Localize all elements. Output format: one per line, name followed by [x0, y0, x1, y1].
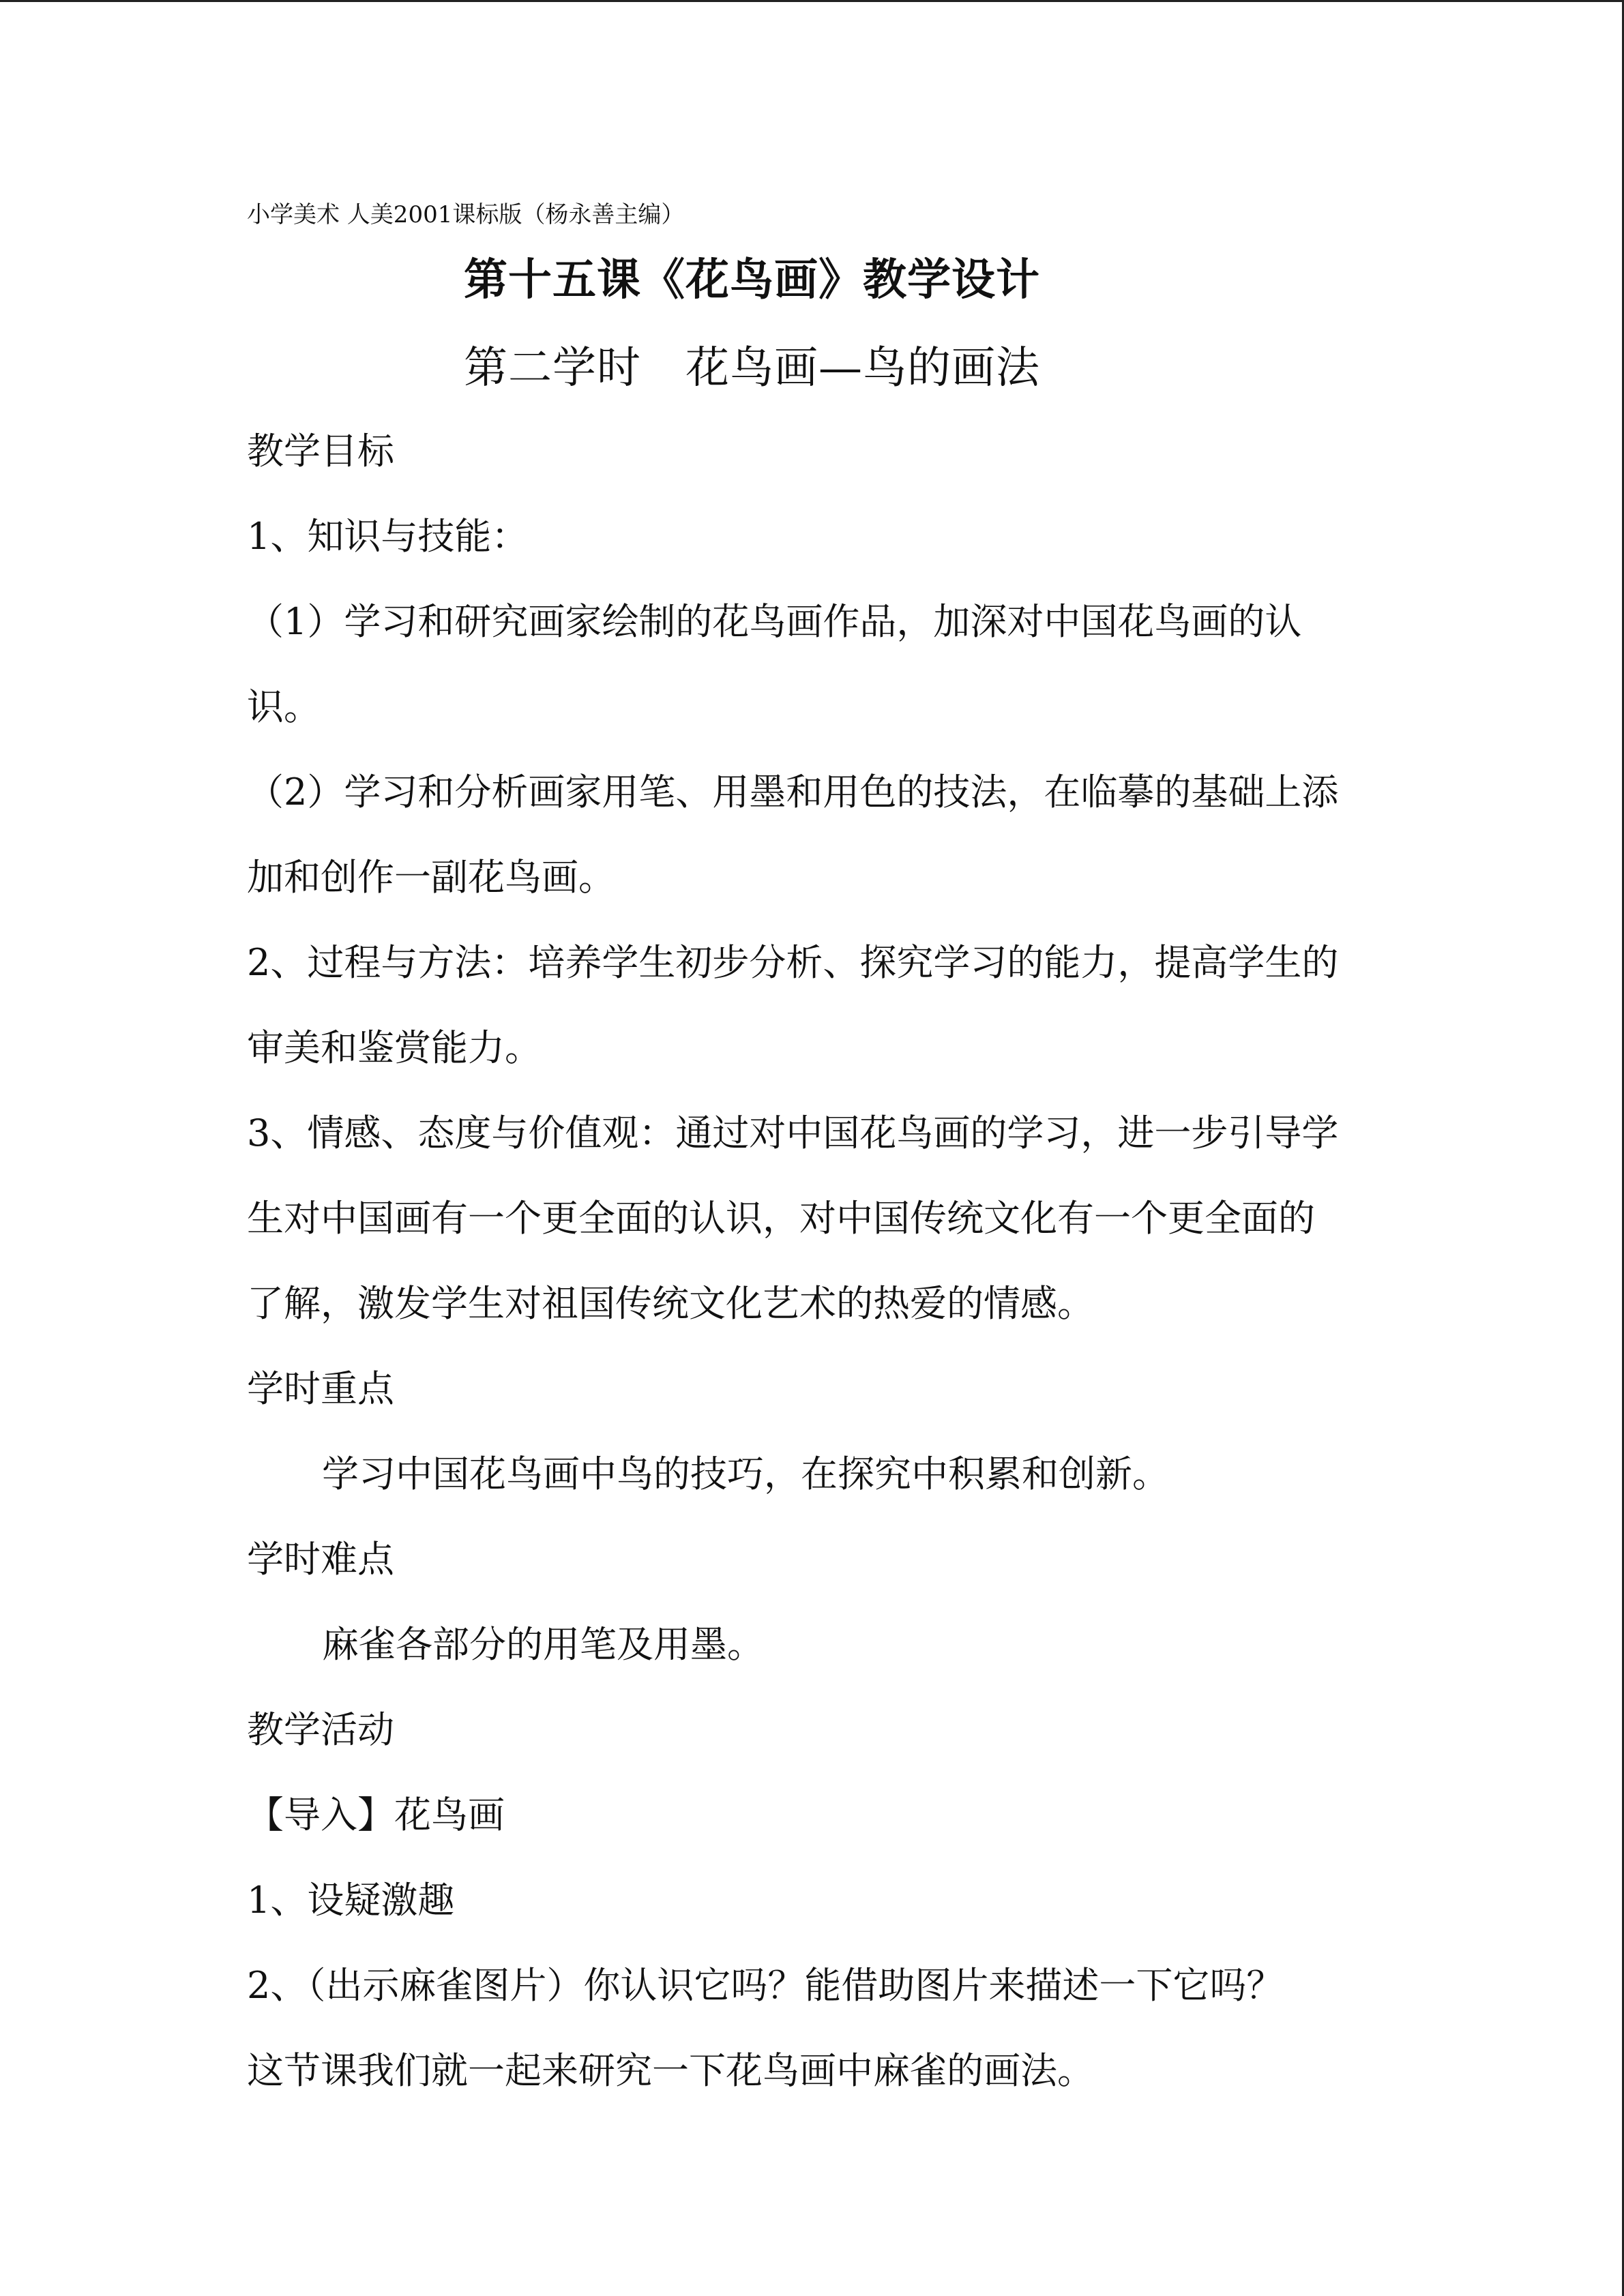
- section-heading-difficulty: 学时难点: [247, 1538, 394, 1581]
- activity-intro-heading: 【导入】花鸟画: [247, 1793, 505, 1836]
- activity-step-1: 1、设疑激趣: [247, 1879, 455, 1922]
- objective-attitude-line-1: 3、情感、态度与价值观：通过对中国花鸟画的学习，进一步引导学: [247, 1112, 1339, 1154]
- objective-item-2-line-1: （2）学习和分析画家用笔、用墨和用色的技法，在临摹的基础上添: [247, 771, 1339, 814]
- objective-process-line-1: 2、过程与方法：培养学生初步分析、探究学习的能力，提高学生的: [247, 941, 1339, 984]
- objective-item-1-line-1: （1）学习和研究画家绘制的花鸟画作品，加深对中国花鸟画的认: [247, 600, 1302, 643]
- document-subtitle: 第二学时 花鸟画—鸟的画法: [464, 343, 1040, 393]
- activity-step-2-line-2: 这节课我们就一起来研究一下花鸟画中麻雀的画法。: [247, 2049, 1094, 2092]
- document-header: 小学美术 人美2001课标版（杨永善主编）: [247, 201, 685, 228]
- objective-attitude-line-3: 了解，激发学生对祖国传统文化艺术的热爱的情感。: [247, 1282, 1094, 1325]
- objective-process-line-2: 审美和鉴赏能力。: [247, 1026, 542, 1069]
- section-heading-activities: 教学活动: [247, 1708, 394, 1751]
- objective-knowledge-heading: 1、知识与技能：: [247, 515, 529, 558]
- page-border-top: [0, 0, 1624, 2]
- objective-item-1-line-2: 识。: [247, 685, 321, 728]
- key-point-text: 学习中国花鸟画中鸟的技巧，在探究中积累和创新。: [322, 1452, 1169, 1495]
- document-title: 第十五课《花鸟画》教学设计: [464, 254, 1040, 305]
- activity-step-2-line-1: 2、（出示麻雀图片）你认识它吗？能借助图片来描述一下它吗？: [247, 1964, 1284, 2007]
- section-heading-objectives: 教学目标: [247, 430, 394, 473]
- difficulty-text: 麻雀各部分的用笔及用墨。: [322, 1623, 764, 1666]
- objective-item-2-line-2: 加和创作一副花鸟画。: [247, 856, 615, 899]
- section-heading-key-point: 学时重点: [247, 1367, 394, 1410]
- objective-attitude-line-2: 生对中国画有一个更全面的认识，对中国传统文化有一个更全面的: [247, 1197, 1315, 1240]
